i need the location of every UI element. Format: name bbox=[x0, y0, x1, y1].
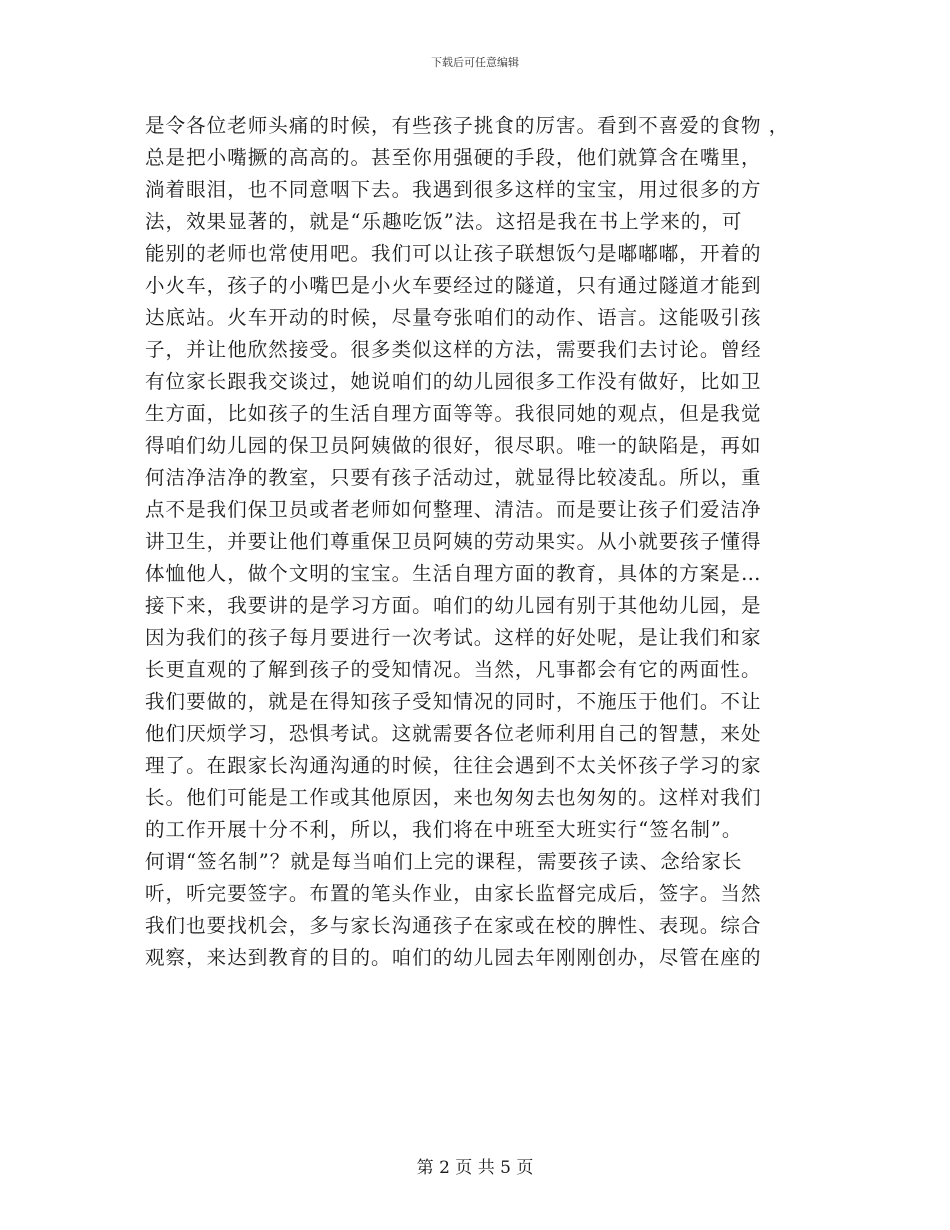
text-line: 小火车，孩子的小嘴巴是小火车要经过的隧道，只有通过隧道才能到 bbox=[145, 274, 762, 297]
document-body bbox=[145, 110, 810, 974]
text-line: 接下来，我要讲的是学习方面。咱们的幼儿园有别于其他幼儿园，是 bbox=[145, 594, 762, 617]
text-line: 长更直观的了解到孩子的受知情况。当然，凡事都会有它的两面性。 bbox=[145, 658, 762, 681]
text-line: 子，并让他欣然接受。很多类似这样的方法，需要我们去讨论。曾经 bbox=[145, 338, 762, 361]
text-line: 理了。在跟家长沟通沟通的时候，往往会遇到不太关怀孩子学习的家 bbox=[145, 754, 762, 777]
text-line: 我们要做的，就是在得知孩子受知情况的同时，不施压于他们。不让 bbox=[145, 690, 762, 713]
text-line: 我们也要找机会，多与家长沟通孩子在家或在校的脾性、表现。综合 bbox=[145, 914, 762, 937]
text-line: 淌着眼泪，也不同意咽下去。我遇到很多这样的宝宝，用过很多的方 bbox=[145, 178, 762, 201]
text-line: 因为我们的孩子每月要进行一次考试。这样的好处呢，是让我们和家 bbox=[145, 626, 762, 649]
text-line: 达底站。火车开动的时候，尽量夸张咱们的动作、语言。这能吸引孩 bbox=[145, 306, 762, 329]
text-line: 是令各位老师头痛的时候，有些孩子挑食的厉害。看到不喜爱的食物 ， bbox=[145, 114, 790, 137]
text-line: 有位家长跟我交谈过，她说咱们的幼儿园很多工作没有做好，比如卫 bbox=[145, 370, 762, 393]
text-line: 的工作开展十分不利，所以，我们将在中班至大班实行“签名制”。 bbox=[145, 818, 743, 841]
text-line: 他们厌烦学习，恐惧考试。这就需要各位老师利用自己的智慧，来处 bbox=[145, 722, 762, 745]
text-line: 法，效果显著的，就是“乐趣吃饭”法。这招是我在书上学来的，可 bbox=[145, 210, 743, 233]
text-line: 观察，来达到教育的目的。咱们的幼儿园去年刚刚创办，尽管在座的 bbox=[145, 946, 762, 969]
text-line: 点不是我们保卫员或者老师如何整理、清洁。而是要让孩子们爱洁净 bbox=[145, 498, 762, 521]
text-line: 得咱们幼儿园的保卫员阿姨做的很好，很尽职。唯一的缺陷是，再如 bbox=[145, 434, 762, 457]
text-line: 何洁净洁净的教室，只要有孩子活动过，就显得比较凌乱。所以，重 bbox=[145, 466, 762, 489]
text-line: 讲卫生，并要让他们尊重保卫员阿姨的劳动果实。从小就要孩子懂得 bbox=[145, 530, 762, 553]
text-line: 能别的老师也常使用吧。我们可以让孩子联想饭勺是嘟嘟嘟，开着的 bbox=[145, 242, 762, 265]
text-line: 长。他们可能是工作或其他原因，来也匆匆去也匆匆的。这样对我们 bbox=[145, 786, 762, 809]
text-line: 生方面，比如孩子的生活自理方面等等。我很同她的观点，但是我觉 bbox=[145, 402, 762, 425]
text-line: 何谓“签名制”？就是每当咱们上完的课程，需要孩子读、念给家长 bbox=[145, 850, 743, 873]
page-number-footer: 第 2 页 共 5 页 bbox=[416, 1158, 534, 1178]
text-line: 总是把小嘴撅的高高的。甚至你用强硬的手段，他们就算含在嘴里， bbox=[145, 146, 762, 169]
page-header: 下载后可任意编辑 bbox=[431, 56, 519, 69]
text-line: 体恤他人，做个文明的宝宝。生活自理方面的教育，具体的方案是… bbox=[145, 562, 762, 585]
text-line: 听，听完要签字。布置的笔头作业，由家长监督完成后，签字。当然 bbox=[145, 882, 762, 905]
